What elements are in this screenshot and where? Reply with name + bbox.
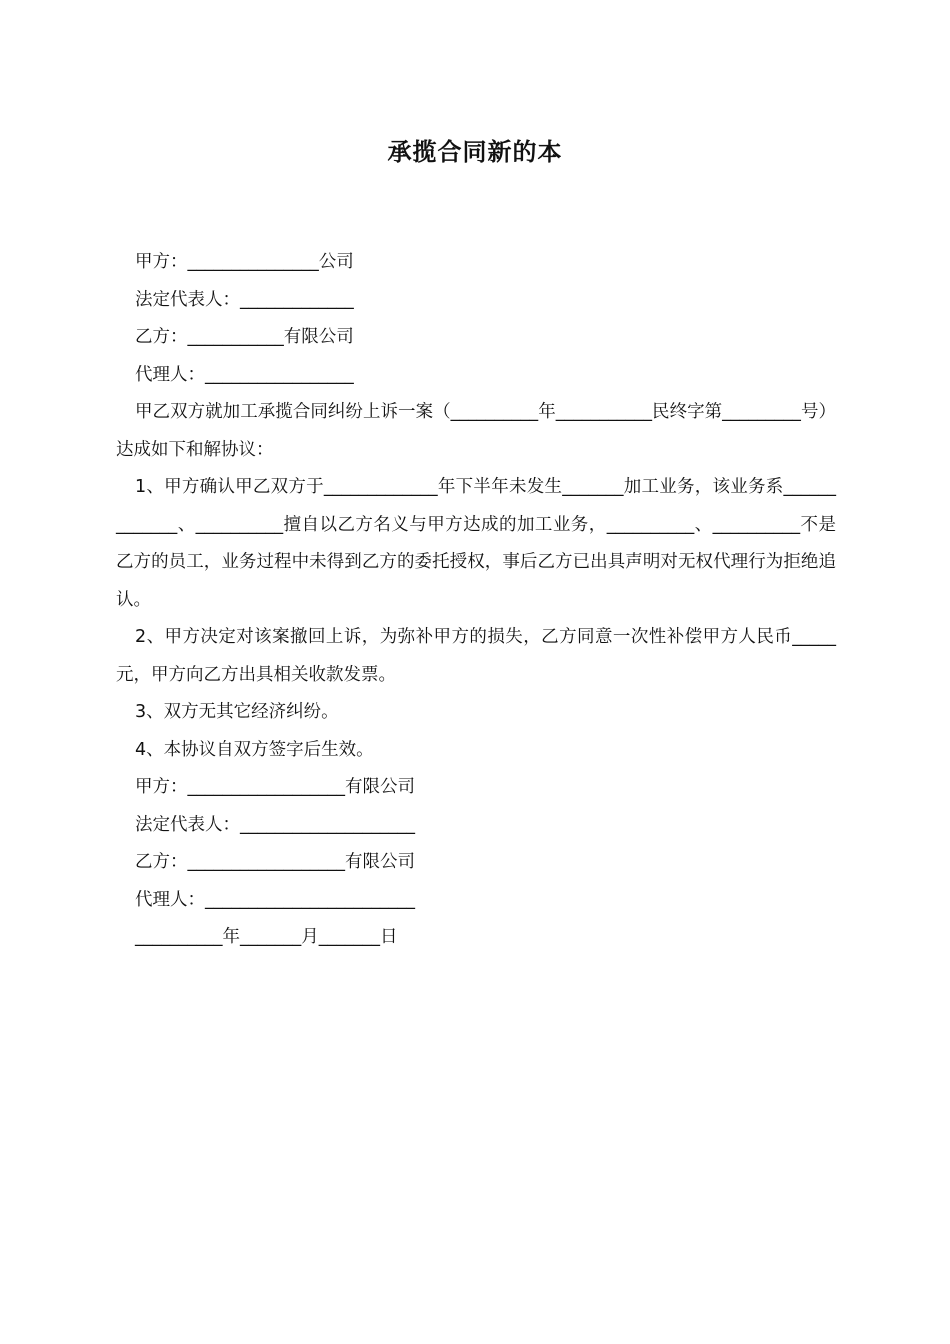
document-body (116, 244, 836, 957)
signature-legal-rep-line: 法定代表人：____________________ (135, 814, 415, 835)
clause-3-line: 3、双方无其它经济纠纷。 (135, 702, 339, 722)
clause-2-paragraph: 2、甲方决定对该案撤回上诉，为弥补甲方的损失，乙方同意一次性补偿甲方人民币_____元，甲方向乙方出具相关收款发票。 (116, 627, 836, 685)
signature-party-a-line: 甲方：__________________有限公司 (135, 777, 415, 797)
intro-paragraph: 甲乙双方就加工承揽合同纠纷上诉一案（__________年___________民终字第_________号）达成如下和解协议： (116, 402, 836, 460)
party-b-line: 乙方：___________有限公司 (135, 327, 354, 347)
clause-1-paragraph: 1、甲方确认甲乙双方于_____________年下半年未发生_______加工业务，该业务系_____________、__________擅自以乙方名义与甲方达成的加工业务，__________、__________不是乙方的员工，业务过程中未得到乙方的委托授权，事后乙方已出具声明对无权代理行为拒绝追认。 (116, 477, 836, 610)
party-a-line: 甲方：_______________公司 (135, 252, 354, 272)
document-title: 承揽合同新的本 (387, 138, 563, 166)
signature-date-line: __________年_______月_______日 (135, 927, 398, 947)
clause-4-line: 4、本协议自双方签字后生效。 (135, 739, 374, 760)
party-b-agent-line: 代理人：_________________ (135, 364, 354, 385)
signature-agent-line: 代理人：________________________ (135, 889, 415, 910)
signature-party-b-line: 乙方：__________________有限公司 (135, 852, 415, 872)
party-a-legal-rep-line: 法定代表人：_____________ (135, 289, 354, 310)
